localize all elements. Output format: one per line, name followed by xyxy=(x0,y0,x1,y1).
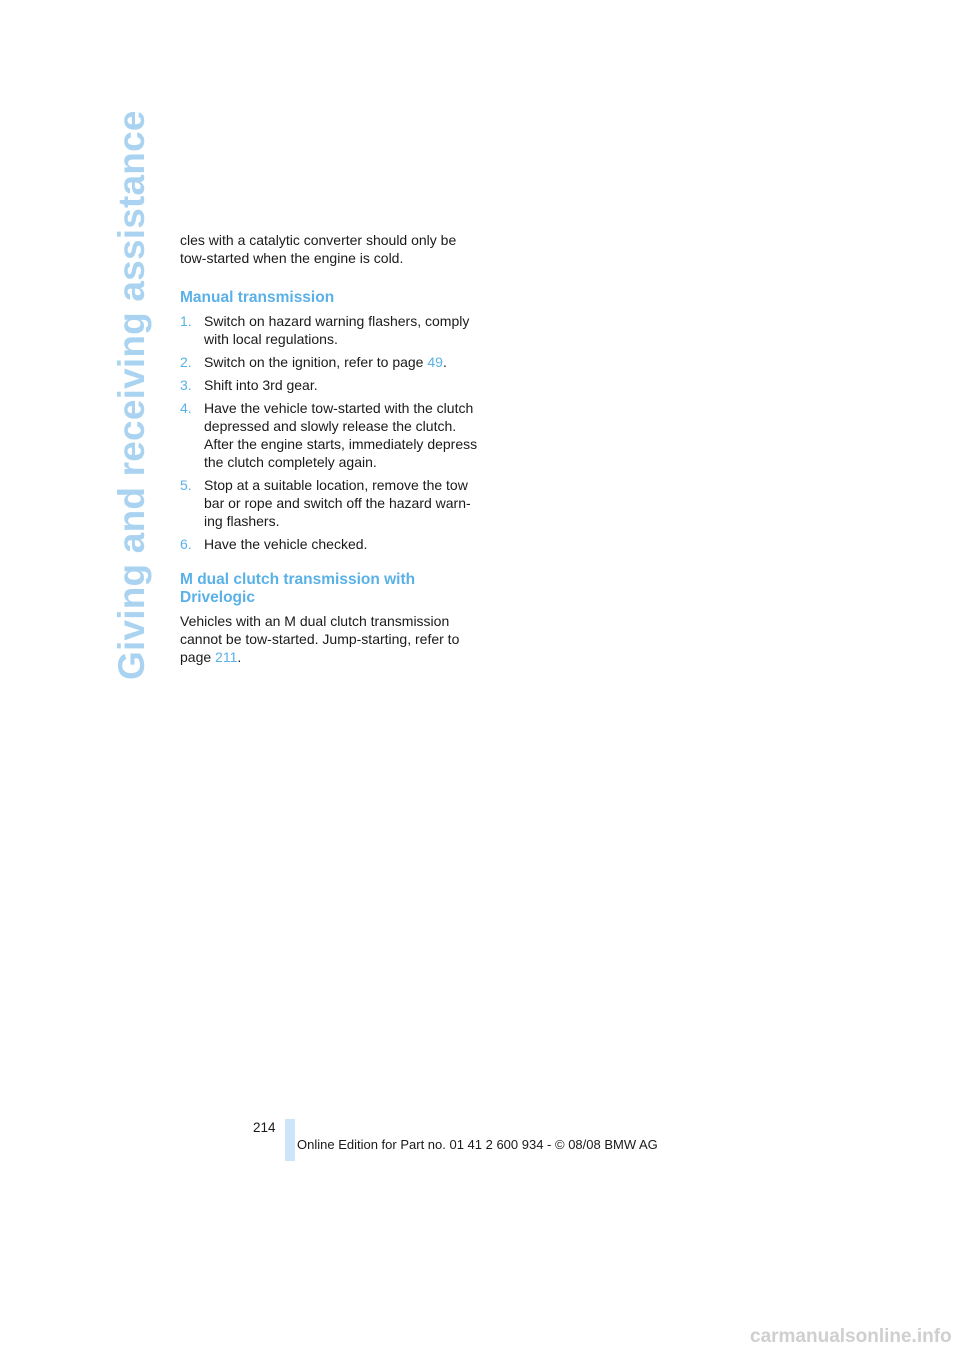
edition-footer: Online Edition for Part no. 01 41 2 600 934 - © 08/08 BMW AG xyxy=(297,1137,658,1152)
step-text: Shift into 3rd gear. xyxy=(204,377,318,393)
section-side-title: Giving and receiving assistance xyxy=(111,110,152,680)
list-item xyxy=(180,353,480,371)
step-text: Have the vehicle tow-started with the clutch depressed and slowly release the clutch. After the engine starts, immediately depress the clutch completely again. xyxy=(204,400,478,470)
dual-clutch-text-end: . xyxy=(237,649,242,665)
step-number: 1. xyxy=(180,313,192,329)
page-link-49[interactable]: 49 xyxy=(427,354,443,370)
list-item xyxy=(180,476,480,530)
footer-accent-bar xyxy=(285,1119,295,1161)
dual-clutch-paragraph xyxy=(180,612,480,666)
step-number: 4. xyxy=(180,400,192,416)
list-item xyxy=(180,535,480,553)
list-item xyxy=(180,312,480,348)
step-text: Have the vehicle checked. xyxy=(204,536,368,552)
step-text-end: . xyxy=(442,354,447,370)
step-number: 6. xyxy=(180,536,192,552)
list-item xyxy=(180,399,480,471)
step-text: Switch on hazard warning flashers, comply with local regulations. xyxy=(204,313,470,347)
dual-clutch-text: Vehicles with an M dual clutch transmission cannot be tow-started. Jump-starting, refer to page xyxy=(180,613,460,665)
step-text: Stop at a suitable location, remove the tow bar or rope and switch off the hazard warn-ing flashers. xyxy=(204,477,471,529)
step-text: Switch on the ignition, refer to page xyxy=(204,354,428,370)
step-number: 3. xyxy=(180,377,192,393)
watermark: carmanualsonline.info xyxy=(750,1326,952,1347)
step-number: 2. xyxy=(180,354,192,370)
page-link-211[interactable]: 211 xyxy=(215,649,238,665)
page-number: 214 xyxy=(253,1120,276,1135)
dual-clutch-heading: M dual clutch transmission with Drivelogic xyxy=(180,571,416,606)
manual-transmission-heading: Manual transmission xyxy=(180,289,335,306)
step-number: 5. xyxy=(180,477,192,493)
manual-steps-list xyxy=(180,312,480,553)
list-item xyxy=(180,376,480,394)
main-content xyxy=(180,231,480,666)
intro-paragraph: cles with a catalytic converter should only be tow-started when the engine is cold. xyxy=(180,232,457,266)
